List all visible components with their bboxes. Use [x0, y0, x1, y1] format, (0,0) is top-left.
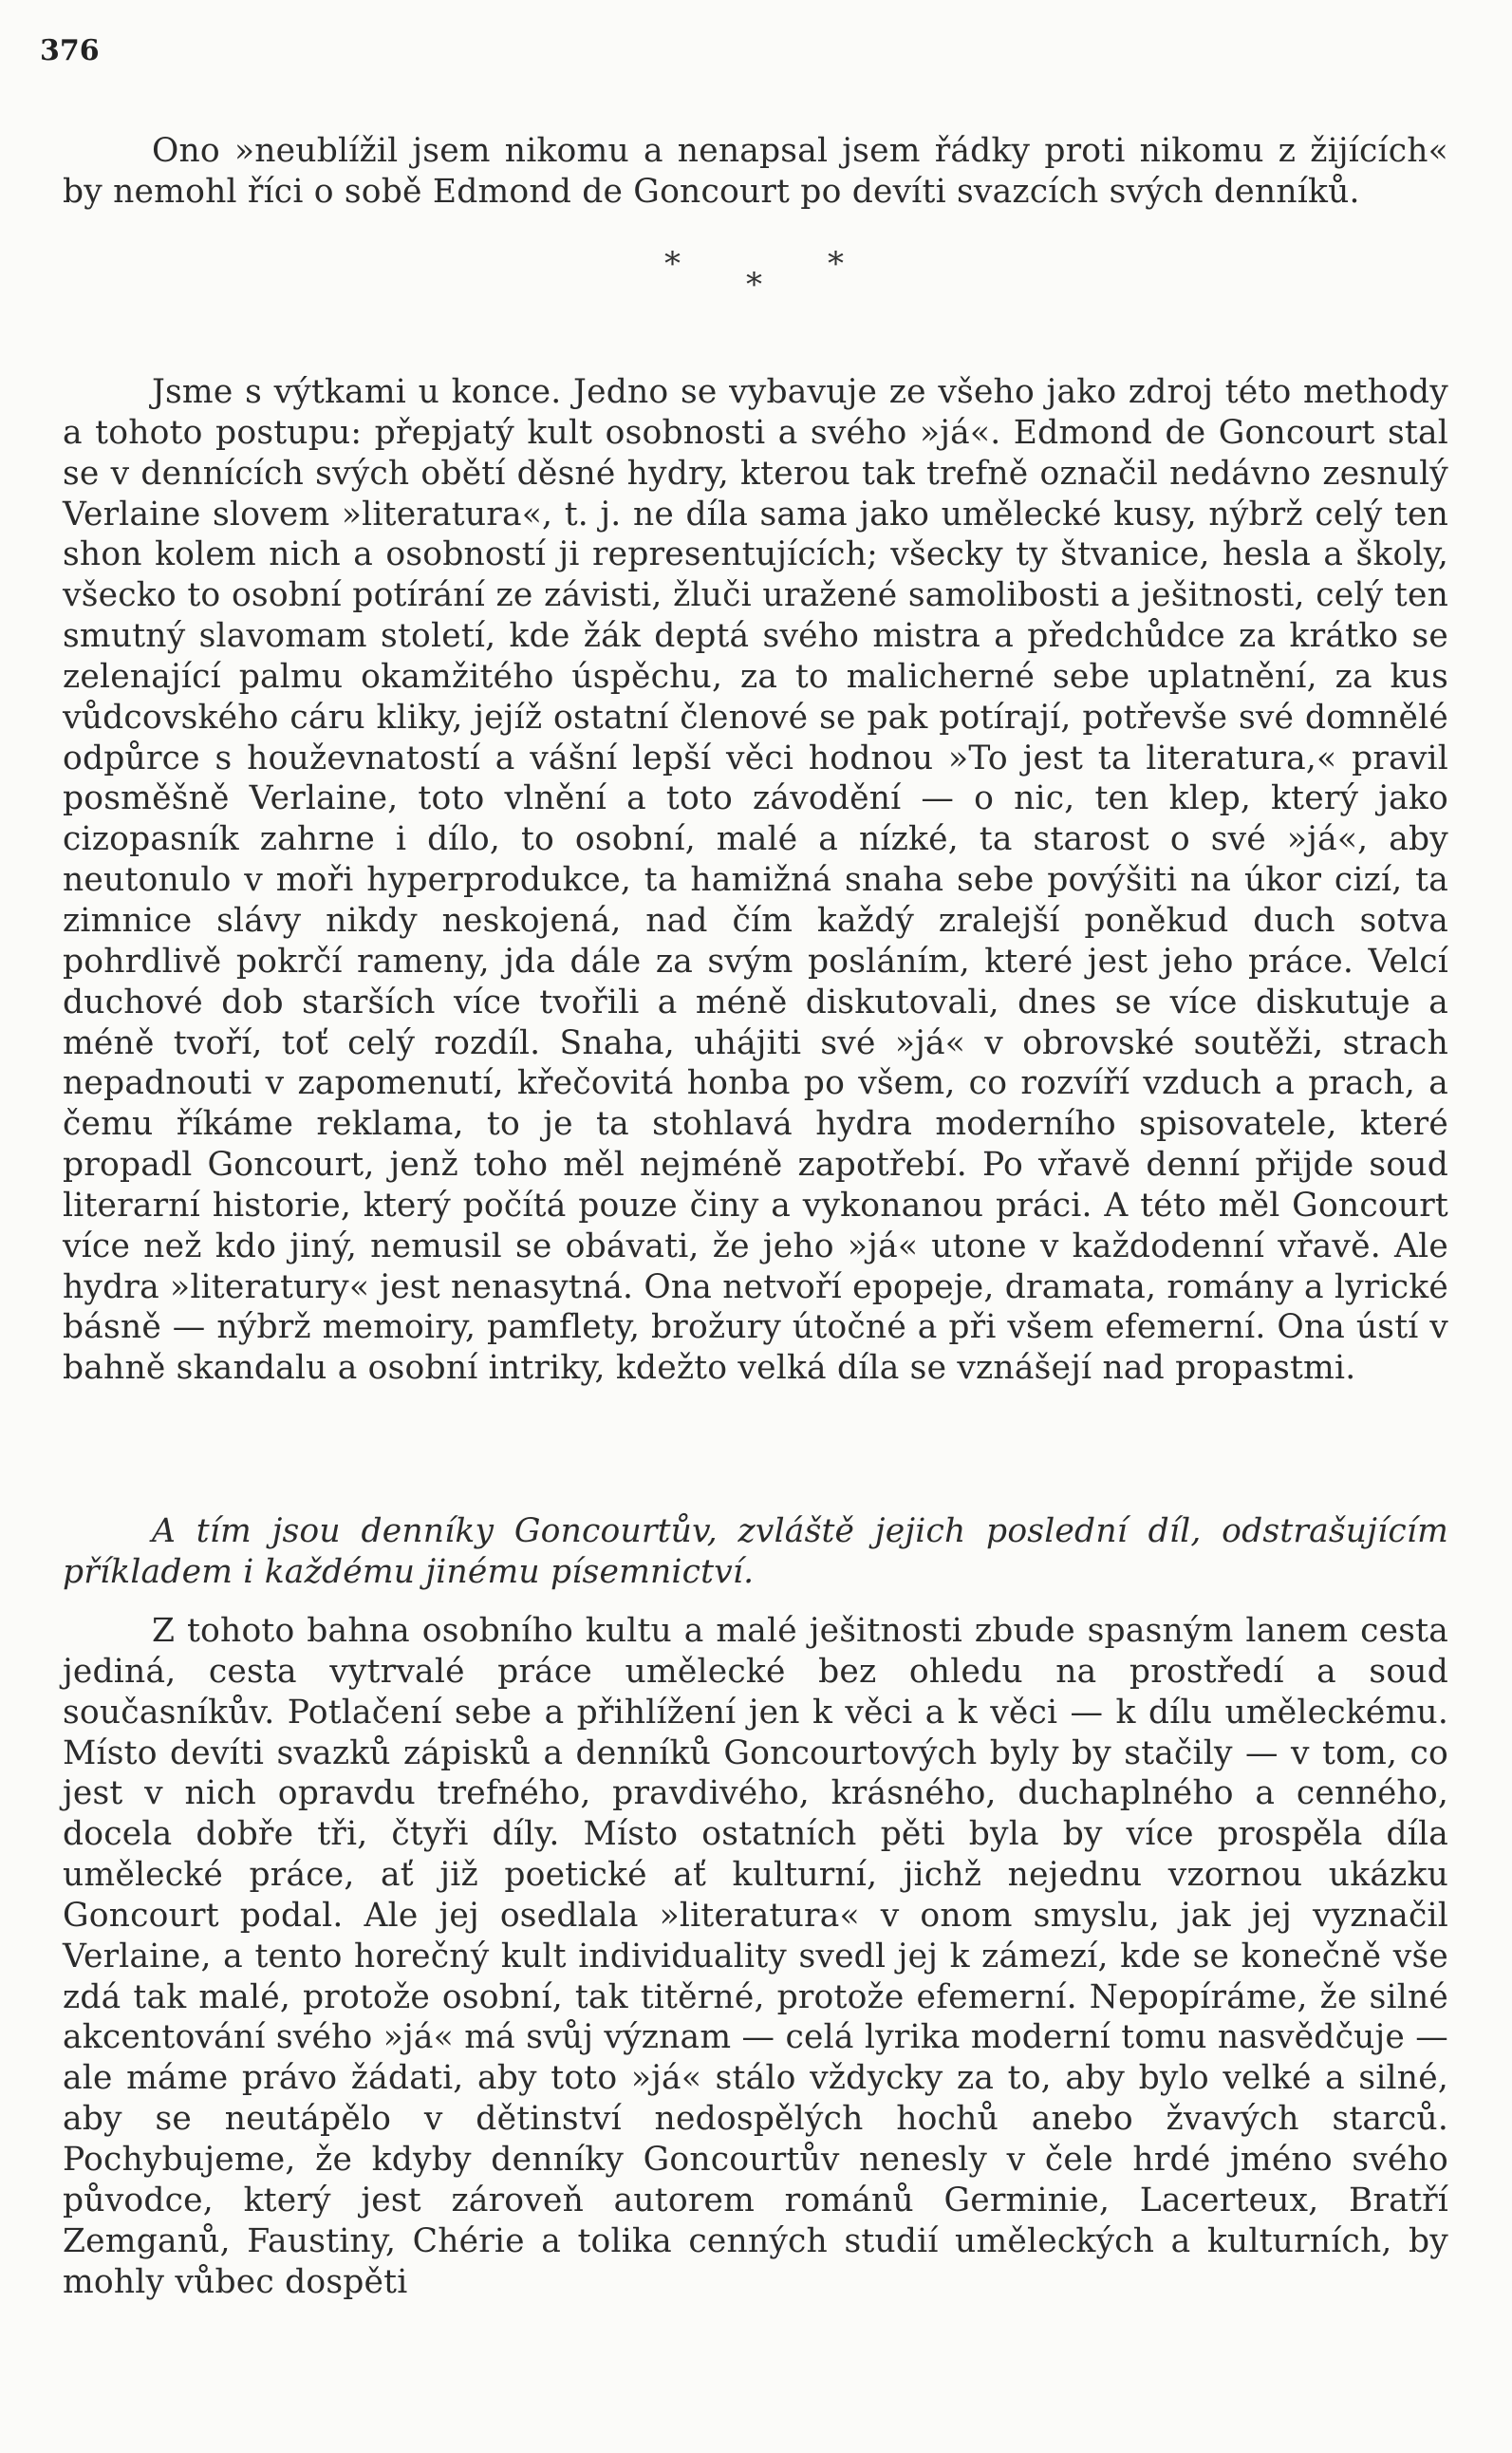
asterisk-mark: *: [746, 266, 762, 304]
paragraph-1-text: Ono »neublížil jsem nikomu a nenapsal jsem řádky proti nikomu z žijících« by nemohl říci o sobě Edmond de Goncourt po devíti svazcích svých denníků.: [63, 132, 1448, 211]
paragraph-1: [63, 131, 1448, 213]
asterisk-mark: *: [664, 245, 681, 283]
paragraph-4-text: Z tohoto bahna osobního kultu a malé ješitnosti zbude spasným lanem cesta jediná, cesta vytrvalé práce umělecké bez ohledu na prostředí a soud současníkův. Potlačení sebe a přihlížení jen k věci a k věci — k dílu uměleckému. Místo devíti svazků zápisků a denníků Goncourtových byly by stačily — v tom, co jest v nich opravdu trefného, pravdivého, krásného, duchaplného a cenného, docela dobře tři, čtyři díly. Místo ostatních pěti byla by více prospěla díla umělecké práce, ať již poetické ať kulturní, jichž nejednu vzornou ukázku Goncourt podal. Ale jej osedlala »literatura« v onom smyslu, jak jej vyznačil Verlaine, a tento horečný kult individuality svedl jej k zámezí, kde se konečně vše zdá tak malé, protože osobní, tak titěrné, protože efemerní. Nepopíráme, že silné akcentování svého »já« má svůj význam — celá lyrika moderní tomu nasvědčuje — ale máme právo žádati, aby toto »já« stálo vždycky za to, aby bylo velké a silné, aby se neutápělo v dětinství nedospělých hochů anebo žvavých starců. Pochybujeme, že kdyby denníky Goncourtův nenesly v čele hrdé jméno svého původce, který jest zároveň autorem románů Germinie, Lacerteux, Bratří Zemganů, Faustiny, Chérie a tolika cenných studií uměleckých a kulturních, by mohly vůbec dospěti: [63, 1612, 1448, 2301]
paragraph-4: [63, 1611, 1448, 2302]
asterisk-mark: *: [828, 245, 844, 283]
paragraph-2: [63, 372, 1448, 1389]
paragraph-3-text: A tím jsou denníky Goncourtův, zvláště jejich poslední díl, odstrašujícím příkladem i každému jinému písemnictví.: [63, 1512, 1448, 1591]
paragraph-2-text: Jsme s výtkami u konce. Jedno se vybavuje ze všeho jako zdroj této methody a tohoto postupu: přepjatý kult osobnosti a svého »já«. Edmond de Goncourt stal se v dennících svých obětí děsné hydry, kterou tak trefně označil nedávno zesnulý Verlaine slovem »literatura«, t. j. ne díla sama jako umělecké kusy, nýbrž celý ten shon kolem nich a osobností ji representujících; všecky ty štvanice, hesla a školy, všecko to osobní potírání ze závisti, žluči uražené samolibosti a ješitnosti, celý ten smutný slavomam století, kde žák deptá svého mistra a předchůdce za krátko se zelenající palmu okamžitého úspěchu, za to malicherné sebe uplatnění, za kus vůdcovského cáru kliky, jejíž ostatní členové se pak potírají, potřevše své domnělé odpůrce s houževnatostí a vášní lepší věci hodnou »To jest ta literatura,« pravil posměšně Verlaine, toto vlnění a toto závodění — o nic, ten klep, který jako cizopasník zahrne i dílo, to osobní, malé a nízké, ta starost o své »já«, aby neutonulo v moři hyperprodukce, ta hamižná snaha sebe povýšiti na úkor cizí, ta zimnice slávy nikdy neskojená, nad čím každý zralejší poněkud duch sotva pohrdlivě pokrčí rameny, jda dále za svým posláním, které jest jeho práce. Velcí duchové dob starších více tvořili a méně diskutovali, dnes se více diskutuje a méně tvoří, toť celý rozdíl. Snaha, uhájiti své »já« v obrovské soutěži, strach nepadnouti v zapomenutí, křečovitá honba po všem, co rozvíří vzduch a prach, a čemu říkáme reklama, to je ta stohlavá hydra moderního spisovatele, které propadl Goncourt, jenž toho měl nejméně zapotřebí. Po vřavě denní přijde soud literarní historie, který počítá pouze činy a vykonanou práci. A této měl Goncourt více než kdo jiný, nemusil se obávati, že jeho »já« utone v každodenní vřavě. Ale hydra »literatury« jest nenasytná. Ona netvoří epopeje, dramata, romány a lyrické básně — nýbrž memoiry, pamflety, brožury útočné a při všem efemerní. Ona ústí v bahně skandalu a osobní intriky, kdežto velká díla se vznášejí nad propastmi.: [63, 373, 1448, 1388]
section-separator: [664, 245, 854, 321]
paragraph-3: [63, 1511, 1448, 1593]
page-number: 376: [40, 34, 100, 67]
